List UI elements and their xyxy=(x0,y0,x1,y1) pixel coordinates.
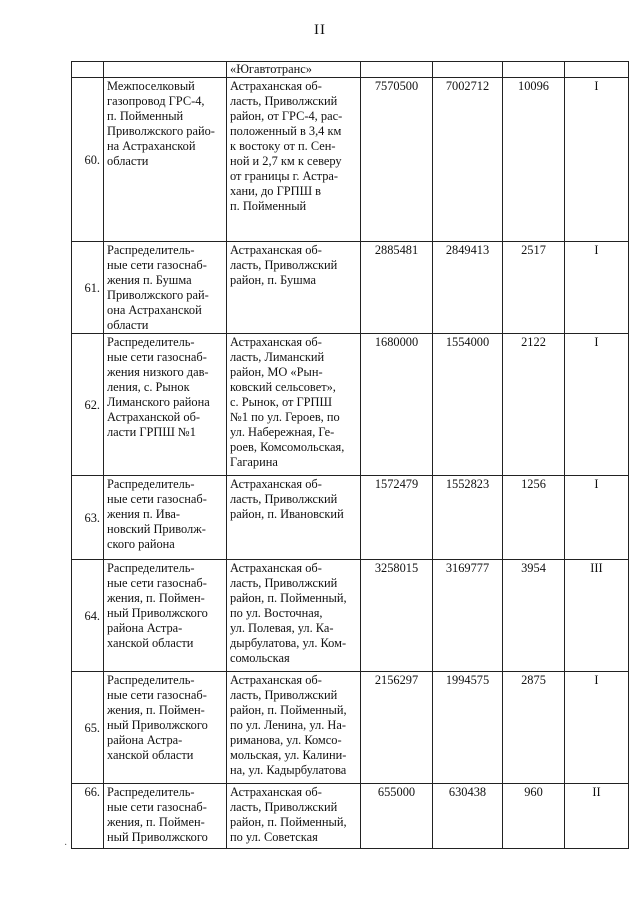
value-2: 3169777 xyxy=(445,561,490,575)
value-3: 1256 xyxy=(521,477,546,491)
value-1: 1680000 xyxy=(374,335,419,349)
empty-cell xyxy=(503,62,565,78)
category: I xyxy=(594,243,599,257)
table-row xyxy=(72,476,629,560)
empty-cell xyxy=(565,62,629,78)
category-cell xyxy=(565,476,629,560)
value-1: 655000 xyxy=(377,785,416,799)
object-name: Распределитель- ные сети газоснаб- жения, п. Поймен- ный Приволжского района Астра- ханской области xyxy=(107,673,208,762)
object-name: Распределитель- ные сети газоснаб- жения, п. Поймен- ный Приволжского района Астра- ханской области xyxy=(107,561,208,650)
object-location: Астраханская об- ласть, Приволжский район, п. Пойменный, по ул. Восточная, ул. Полевая, ул. Ка- дырбулатова, ул. Ком- сомольская xyxy=(230,561,347,665)
table-row xyxy=(72,784,629,849)
value-1-cell xyxy=(361,476,433,560)
object-location-cell xyxy=(227,784,361,849)
row-number-cell xyxy=(72,476,104,560)
object-name-cell xyxy=(104,78,227,242)
object-location-cell xyxy=(227,242,361,334)
value-2: 1994575 xyxy=(445,673,490,687)
table-row xyxy=(72,78,629,242)
value-1: 7570500 xyxy=(374,79,419,93)
value-2: 7002712 xyxy=(445,79,490,93)
value-3-cell xyxy=(503,78,565,242)
empty-cell xyxy=(433,62,503,78)
object-name: Распределитель- ные сети газоснаб- жения п. Бушма Приволжского рай- она Астраханской области xyxy=(107,243,209,332)
object-location-cell xyxy=(227,560,361,672)
value-1-cell xyxy=(361,242,433,334)
value-1-cell xyxy=(361,672,433,784)
value-3: 2875 xyxy=(521,673,546,687)
object-name-cell xyxy=(104,334,227,476)
category-cell xyxy=(565,78,629,242)
category: I xyxy=(594,79,599,93)
continuation-text: «Югавтотранс» xyxy=(227,62,361,78)
value-2-cell xyxy=(433,78,503,242)
row-number: 61. xyxy=(84,280,100,295)
empty-cell xyxy=(104,62,227,78)
value-2: 630438 xyxy=(448,785,487,799)
value-3: 960 xyxy=(524,785,543,799)
object-name: Межпоселковый газопровод ГРС-4, п. Пойменный Приволжского райо- на Астраханской области xyxy=(107,79,215,168)
category: I xyxy=(594,673,599,687)
value-2-cell xyxy=(433,784,503,849)
value-1: 2885481 xyxy=(374,243,419,257)
table-row xyxy=(72,242,629,334)
value-1: 2156297 xyxy=(374,673,419,687)
empty-cell xyxy=(72,62,104,78)
category: III xyxy=(590,561,603,575)
value-2: 1552823 xyxy=(445,477,490,491)
object-location: Астраханская об- ласть, Приволжский район, п. Пойменный, по ул. Ленина, ул. На- риманова, ул. Комсо- мольская, ул. Калини- на, ул. Кадырбулатова xyxy=(230,673,347,777)
value-3-cell xyxy=(503,560,565,672)
object-name-cell xyxy=(104,560,227,672)
category: II xyxy=(592,785,601,799)
value-1: 1572479 xyxy=(374,477,419,491)
table-row xyxy=(72,334,629,476)
value-2: 2849413 xyxy=(445,243,490,257)
object-name-cell xyxy=(104,784,227,849)
row-number-cell xyxy=(72,560,104,672)
value-3: 2122 xyxy=(521,335,546,349)
value-1: 3258015 xyxy=(374,561,419,575)
row-number: 63. xyxy=(84,510,100,525)
object-name: Распределитель- ные сети газоснаб- жения, п. Поймен- ный Приволжского xyxy=(107,785,208,844)
object-location-cell xyxy=(227,78,361,242)
continuation-row xyxy=(72,62,629,78)
category-cell xyxy=(565,672,629,784)
page-number: II xyxy=(314,22,326,38)
value-2: 1554000 xyxy=(445,335,490,349)
row-number-cell xyxy=(72,784,104,849)
object-location: Астраханская об- ласть, Приволжский район, п. Ивановский xyxy=(230,477,344,521)
row-number: 65. xyxy=(84,720,100,735)
row-number: 66. xyxy=(84,785,100,799)
object-location: Астраханская об- ласть, Приволжский район, п. Бушма xyxy=(230,243,338,287)
value-3-cell xyxy=(503,242,565,334)
category-cell xyxy=(565,784,629,849)
value-1-cell xyxy=(361,784,433,849)
empty-cell xyxy=(361,62,433,78)
value-2-cell xyxy=(433,672,503,784)
object-name: Распределитель- ные сети газоснаб- жения п. Ива- новский Приволж- ского района xyxy=(107,477,207,551)
object-location: Астраханская об- ласть, Приволжский район, п. Пойменный, по ул. Советская xyxy=(230,785,347,844)
object-location: Астраханская об- ласть, Приволжский район, от ГРС-4, рас- положенный в 3,4 км к востоку от п. Сен- ной и 2,7 км к северу от границы г. Астра- хани, до ГРПШ в п. Пойменный xyxy=(230,79,343,213)
category: I xyxy=(594,477,599,491)
value-1-cell xyxy=(361,334,433,476)
object-name: Распределитель- ные сети газоснаб- жения низкого дав- ления, с. Рынок Лиманского района Астраханской об- ласти ГРПШ №1 xyxy=(107,335,210,439)
row-number-cell xyxy=(72,672,104,784)
object-location-cell xyxy=(227,476,361,560)
object-name-cell xyxy=(104,242,227,334)
row-number: 62. xyxy=(84,397,100,412)
object-name-cell xyxy=(104,672,227,784)
row-number-cell xyxy=(72,242,104,334)
table-row xyxy=(72,560,629,672)
value-3-cell xyxy=(503,334,565,476)
row-number: 64. xyxy=(84,608,100,623)
object-location-cell xyxy=(227,672,361,784)
value-1-cell xyxy=(361,560,433,672)
value-1-cell xyxy=(361,78,433,242)
category-cell xyxy=(565,334,629,476)
object-location-cell xyxy=(227,334,361,476)
category-cell xyxy=(565,560,629,672)
object-location: Астраханская об- ласть, Лиманский район, МО «Рын- ковский сельсовет», с. Рынок, от ГРПШ №1 по ул. Героев, по ул. Набережная, Ге- роев, Комсомольская, Гагарина xyxy=(230,335,345,469)
registry-table xyxy=(71,61,629,849)
value-2-cell xyxy=(433,334,503,476)
row-number-cell xyxy=(72,334,104,476)
category-cell xyxy=(565,242,629,334)
object-name-cell xyxy=(104,476,227,560)
value-2-cell xyxy=(433,560,503,672)
row-number-cell xyxy=(72,78,104,242)
value-3: 3954 xyxy=(521,561,546,575)
category: I xyxy=(594,335,599,349)
value-2-cell xyxy=(433,242,503,334)
row-number: 60. xyxy=(84,152,100,167)
value-3-cell xyxy=(503,784,565,849)
scan-artifact: · xyxy=(64,840,68,851)
table-row xyxy=(72,672,629,784)
value-2-cell xyxy=(433,476,503,560)
value-3-cell xyxy=(503,476,565,560)
value-3: 2517 xyxy=(521,243,546,257)
value-3: 10096 xyxy=(518,79,549,93)
value-3-cell xyxy=(503,672,565,784)
